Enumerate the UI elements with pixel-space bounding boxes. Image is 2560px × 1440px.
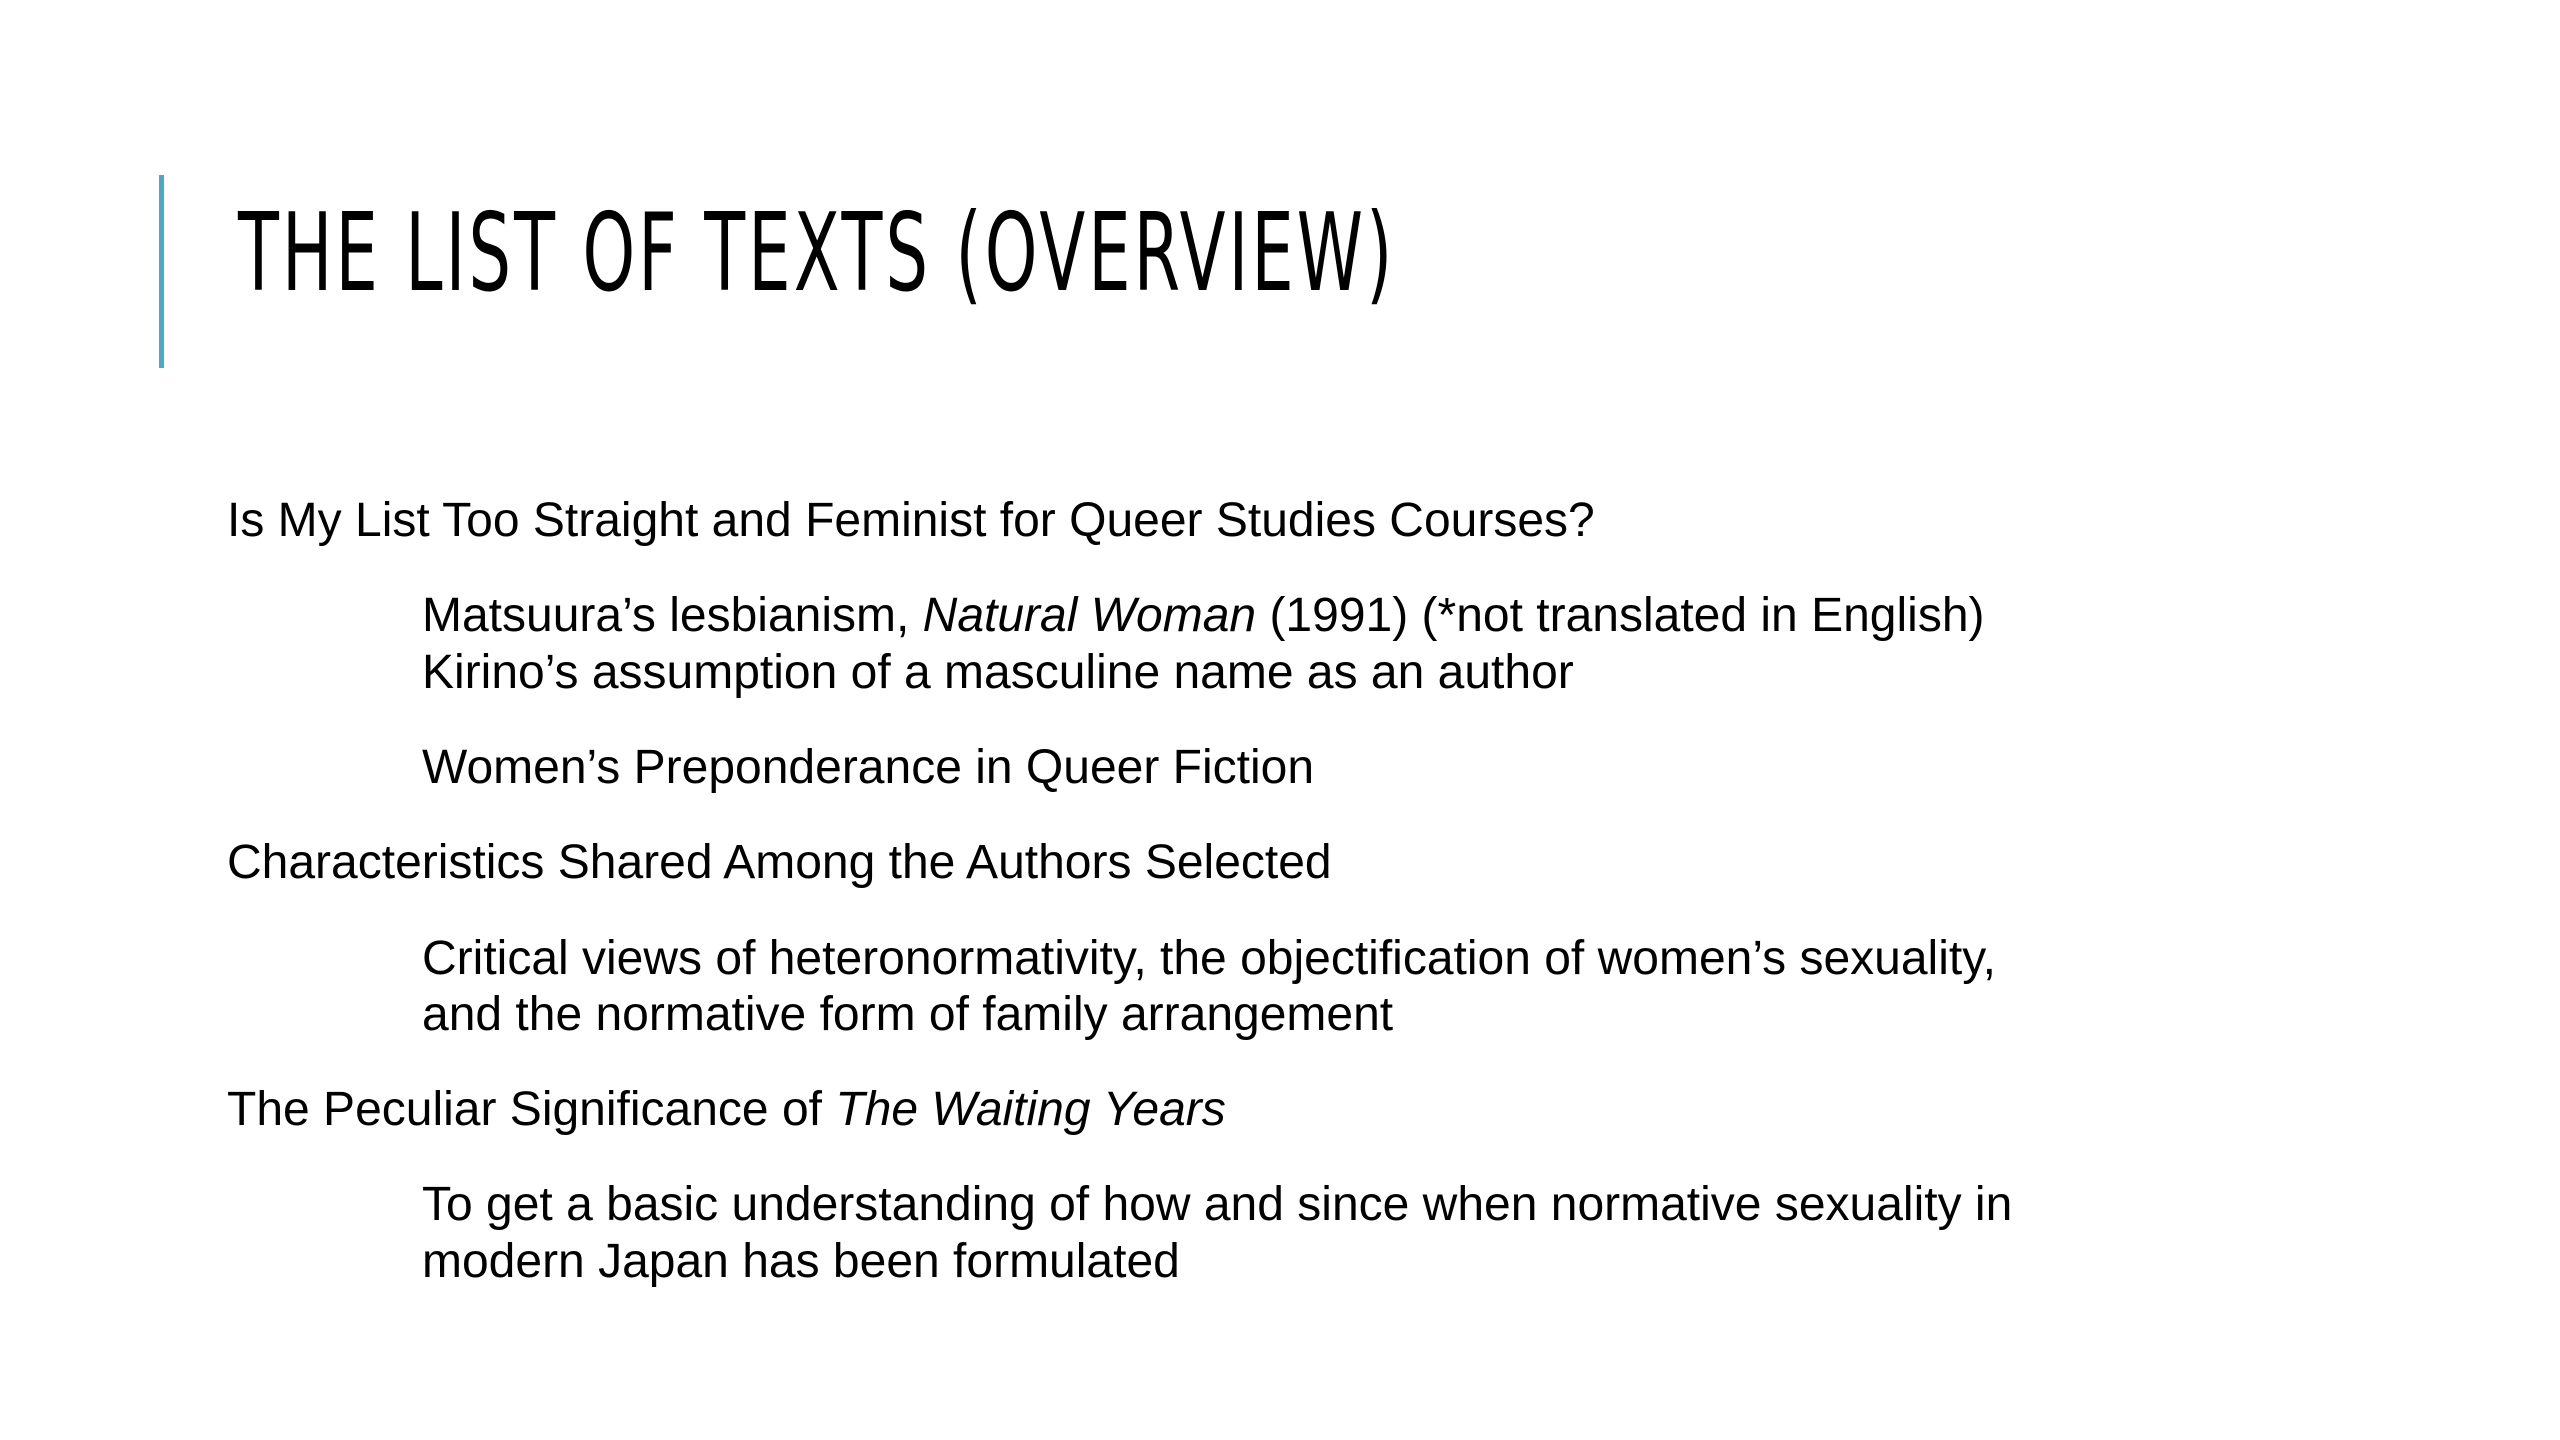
section-heading-1: Is My List Too Straight and Feminist for Queer Studies Courses?: [227, 494, 1595, 547]
bullet-3-line-1: Critical views of heteronormativity, the objectification of women’s sexuality,: [422, 932, 1996, 985]
bullet-1-line-2: Kirino’s assumption of a masculine name as an author: [422, 646, 1574, 699]
bullet-3-line-2: and the normative form of family arrangement: [422, 988, 1394, 1041]
bullet-1-line-1: [422, 587, 1985, 644]
section-heading-2: Characteristics Shared Among the Authors Selected: [227, 836, 1332, 889]
slide-title: THE LIST OF TEXTS (OVERVIEW): [238, 191, 1396, 316]
bullet-2: Women’s Preponderance in Queer Fiction: [422, 741, 1315, 794]
section-heading-3-italic: The Waiting Years: [835, 1083, 1226, 1136]
section-heading-3: [227, 1081, 1226, 1138]
section-heading-3-text: The Peculiar Significance of: [227, 1083, 836, 1136]
bullet-1-text-a: Matsuura’s lesbianism,: [422, 589, 923, 642]
bullet-4-line-1: To get a basic understanding of how and since when normative sexuality in: [422, 1178, 2013, 1231]
bullet-1-title-italic: Natural Woman: [922, 589, 1257, 642]
bullet-1-text-b: (1991) (*not translated in English): [1256, 589, 1985, 642]
bullet-4-line-2: modern Japan has been formulated: [422, 1235, 1180, 1288]
